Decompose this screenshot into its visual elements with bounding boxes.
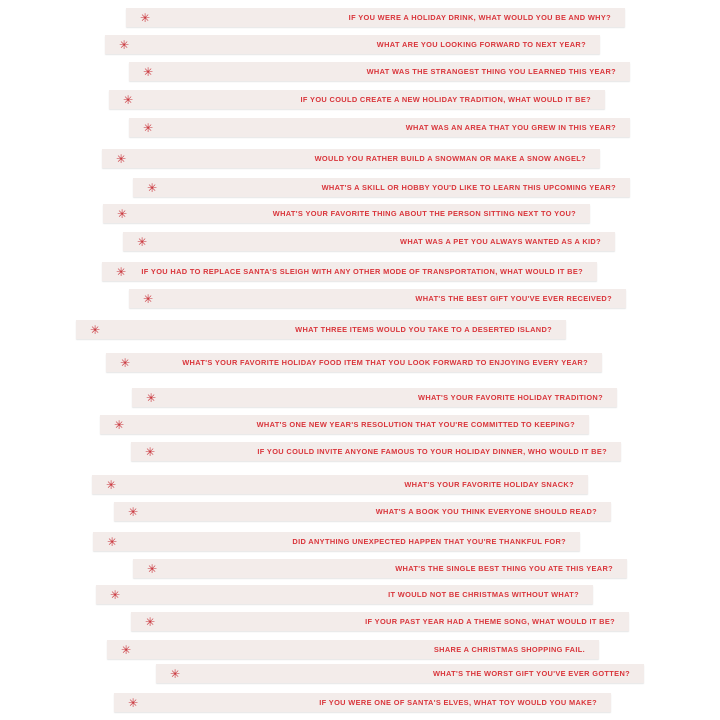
question-text: WHAT'S YOUR FAVORITE HOLIDAY TRADITION? — [418, 393, 603, 402]
question-strip — [129, 62, 630, 81]
snowflake-star-icon: ✳ — [119, 37, 130, 52]
question-text: IF YOUR PAST YEAR HAD A THEME SONG, WHAT WOULD IT BE? — [365, 617, 615, 626]
question-text: WHAT'S A BOOK YOU THINK EVERYONE SHOULD READ? — [375, 507, 597, 516]
question-text: WHAT'S ONE NEW YEAR'S RESOLUTION THAT YOU'RE COMMITTED TO KEEPING? — [256, 420, 575, 429]
question-strip — [133, 178, 630, 197]
question-text: WHAT'S A SKILL OR HOBBY YOU'D LIKE TO LEARN THIS UPCOMING YEAR? — [321, 183, 616, 192]
snowflake-star-icon: ✳ — [116, 151, 127, 166]
question-text: WOULD YOU RATHER BUILD A SNOWMAN OR MAKE A SNOW ANGEL? — [314, 154, 586, 163]
snowflake-star-icon: ✳ — [107, 534, 118, 549]
snowflake-star-icon: ✳ — [114, 417, 125, 432]
question-strip — [106, 353, 602, 372]
question-strip — [109, 90, 605, 109]
question-strip — [131, 612, 629, 631]
question-text: IF YOU WERE A HOLIDAY DRINK, WHAT WOULD YOU BE AND WHY? — [348, 13, 611, 22]
question-strip — [123, 232, 615, 251]
question-strip — [132, 388, 617, 407]
question-text: WHAT WAS A PET YOU ALWAYS WANTED AS A KID? — [400, 237, 601, 246]
question-text: SHARE A CHRISTMAS SHOPPING FAIL. — [433, 645, 585, 654]
question-text: WHAT'S THE SINGLE BEST THING YOU ATE THIS YEAR? — [395, 564, 613, 573]
snowflake-star-icon: ✳ — [146, 390, 157, 405]
question-text: IF YOU WERE ONE OF SANTA'S ELVES, WHAT TOY WOULD YOU MAKE? — [319, 698, 597, 707]
snowflake-star-icon: ✳ — [143, 120, 154, 135]
question-text: DID ANYTHING UNEXPECTED HAPPEN THAT YOU'RE THANKFUL FOR? — [292, 537, 566, 546]
question-strip — [92, 475, 588, 494]
question-text: WHAT THREE ITEMS WOULD YOU TAKE TO A DESERTED ISLAND? — [295, 325, 552, 334]
snowflake-star-icon: ✳ — [106, 477, 117, 492]
snowflake-star-icon: ✳ — [145, 614, 156, 629]
question-text: WHAT'S YOUR FAVORITE HOLIDAY SNACK? — [404, 480, 574, 489]
question-strip — [114, 693, 611, 712]
snowflake-star-icon: ✳ — [137, 234, 148, 249]
question-text: IF YOU COULD INVITE ANYONE FAMOUS TO YOUR HOLIDAY DINNER, WHO WOULD IT BE? — [257, 447, 607, 456]
question-text: WHAT'S YOUR FAVORITE THING ABOUT THE PERSON SITTING NEXT TO YOU? — [272, 209, 576, 218]
snowflake-star-icon: ✳ — [143, 291, 154, 306]
question-text: WHAT'S YOUR FAVORITE HOLIDAY FOOD ITEM THAT YOU LOOK FORWARD TO ENJOYING EVERY YEAR? — [182, 358, 588, 367]
snowflake-star-icon: ✳ — [117, 206, 128, 221]
question-strip — [100, 415, 589, 434]
question-text: WHAT ARE YOU LOOKING FORWARD TO NEXT YEAR? — [376, 40, 586, 49]
question-strip — [102, 149, 600, 168]
snowflake-star-icon: ✳ — [90, 322, 101, 337]
snowflake-star-icon: ✳ — [123, 92, 134, 107]
snowflake-star-icon: ✳ — [128, 504, 139, 519]
question-strip — [96, 585, 593, 604]
question-text: WHAT WAS THE STRANGEST THING YOU LEARNED THIS YEAR? — [366, 67, 616, 76]
question-text: WHAT'S THE WORST GIFT YOU'VE EVER GOTTEN? — [432, 669, 630, 678]
snowflake-star-icon: ✳ — [145, 444, 156, 459]
question-strip — [156, 664, 644, 683]
question-strip — [114, 502, 611, 521]
snowflake-star-icon: ✳ — [116, 264, 127, 279]
question-strip — [131, 442, 621, 461]
snowflake-star-icon: ✳ — [110, 587, 121, 602]
question-text: WHAT'S THE BEST GIFT YOU'VE EVER RECEIVED? — [415, 294, 612, 303]
snowflake-star-icon: ✳ — [120, 355, 131, 370]
question-strip — [126, 8, 625, 27]
snowflake-star-icon: ✳ — [147, 180, 158, 195]
question-strip — [93, 532, 580, 551]
question-strip — [133, 559, 627, 578]
question-strip — [105, 35, 600, 54]
snowflake-star-icon: ✳ — [143, 64, 154, 79]
question-strip — [107, 640, 599, 659]
question-text: WHAT WAS AN AREA THAT YOU GREW IN THIS YEAR? — [405, 123, 616, 132]
snowflake-star-icon: ✳ — [121, 642, 132, 657]
question-strip — [129, 118, 630, 137]
question-strip — [103, 204, 590, 223]
question-strip — [129, 289, 626, 308]
snowflake-star-icon: ✳ — [140, 10, 151, 25]
question-strip — [76, 320, 566, 339]
question-text: IF YOU HAD TO REPLACE SANTA'S SLEIGH WITH ANY OTHER MODE OF TRANSPORTATION, WHAT WOULD IT BE? — [141, 267, 583, 276]
snowflake-star-icon: ✳ — [170, 666, 181, 681]
question-strip — [102, 262, 597, 281]
question-text: IF YOU COULD CREATE A NEW HOLIDAY TRADITION, WHAT WOULD IT BE? — [300, 95, 591, 104]
snowflake-star-icon: ✳ — [147, 561, 158, 576]
snowflake-star-icon: ✳ — [128, 695, 139, 710]
question-text: IT WOULD NOT BE CHRISTMAS WITHOUT WHAT? — [388, 590, 579, 599]
